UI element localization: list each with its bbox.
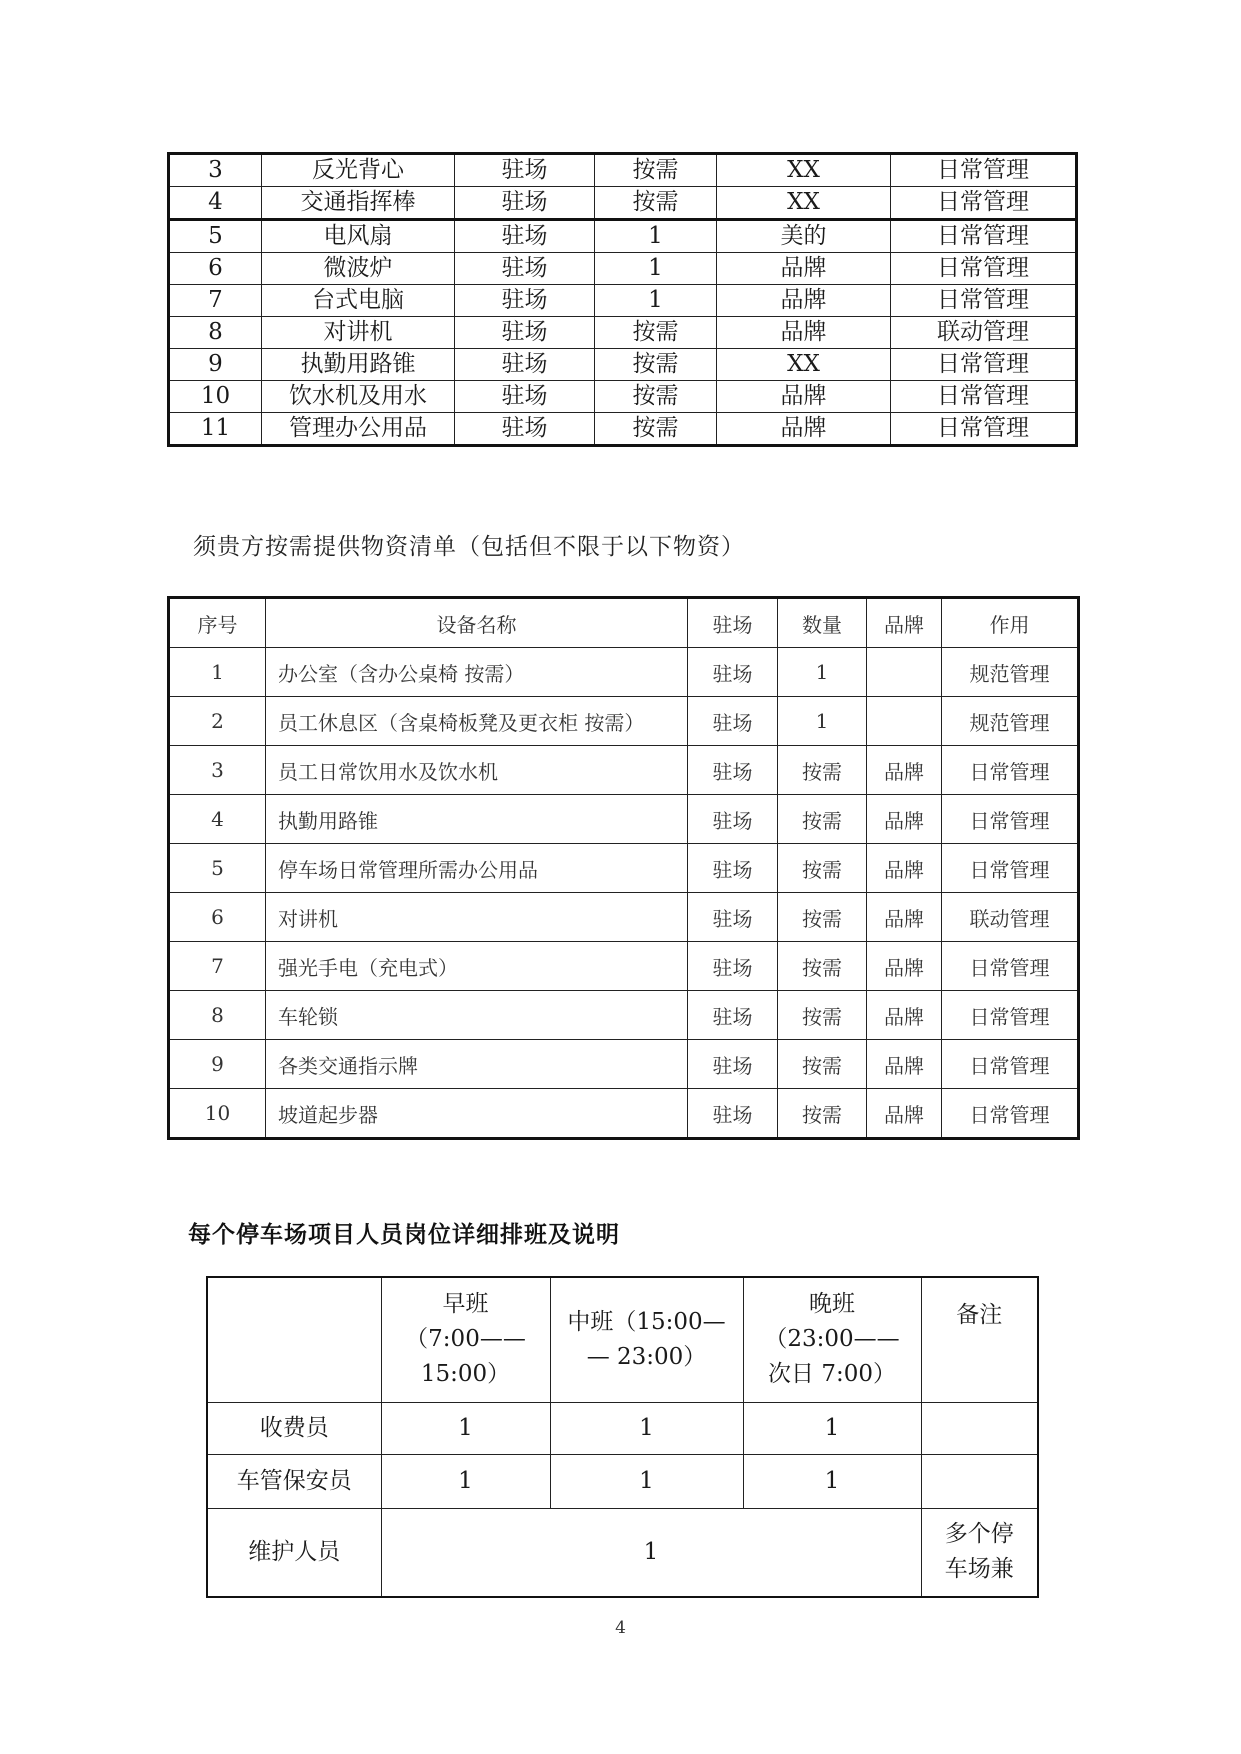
quantity-cell: 按需 (595, 349, 717, 381)
index-cell: 3 (169, 154, 262, 187)
index-cell: 10 (169, 1089, 266, 1139)
night-count: 1 (743, 1454, 921, 1508)
table-row (169, 220, 1077, 253)
quantity-cell: 1 (595, 285, 717, 317)
device-name-cell: 员工日常饮用水及饮水机 (266, 746, 688, 795)
quantity-cell: 1 (778, 648, 867, 697)
brand-cell: XX (717, 154, 891, 187)
quantity-cell: 按需 (778, 746, 867, 795)
brand-cell: 品牌 (867, 893, 942, 942)
quantity-cell: 按需 (778, 942, 867, 991)
device-name-cell: 车轮锁 (266, 991, 688, 1040)
quantity-cell: 按需 (595, 381, 717, 413)
table-row (169, 349, 1077, 381)
index-cell: 7 (169, 942, 266, 991)
location-cell: 驻场 (455, 349, 595, 381)
brand-cell: 品牌 (867, 746, 942, 795)
quantity-cell: 按需 (778, 1040, 867, 1089)
table-row (169, 1089, 1079, 1139)
supply-list-caption: 须贵方按需提供物资清单（包括但不限于以下物资） (193, 534, 745, 560)
table-row (169, 844, 1079, 893)
index-cell: 11 (169, 413, 262, 446)
brand-cell: 美的 (717, 220, 891, 253)
location-cell: 驻场 (688, 1040, 778, 1089)
item-name-cell: 反光背心 (262, 154, 455, 187)
maintenance-remark-line-1: 多个停 (944, 1521, 1014, 1548)
remark-cell (921, 1454, 1038, 1508)
purpose-cell: 日常管理 (942, 1089, 1079, 1139)
table-row (169, 991, 1079, 1040)
table-row (169, 253, 1077, 285)
location-cell: 驻场 (688, 746, 778, 795)
index-cell: 5 (169, 844, 266, 893)
location-cell: 驻场 (688, 1089, 778, 1139)
table-row (169, 413, 1077, 446)
location-cell: 驻场 (455, 413, 595, 446)
brand-cell: 品牌 (867, 1040, 942, 1089)
brand-cell: 品牌 (867, 795, 942, 844)
index-cell: 6 (169, 253, 262, 285)
maintenance-count: 1 (381, 1508, 921, 1597)
brand-cell: 品牌 (717, 413, 891, 446)
brand-cell: 品牌 (867, 1089, 942, 1139)
brand-cell: 品牌 (867, 942, 942, 991)
purpose-cell: 日常管理 (891, 220, 1077, 253)
supply-list-table (167, 596, 1080, 1140)
header-remark: 备注 (921, 1277, 1038, 1402)
brand-cell: 品牌 (717, 253, 891, 285)
device-name-cell: 对讲机 (266, 893, 688, 942)
purpose-cell: 规范管理 (942, 697, 1079, 746)
purpose-cell: 日常管理 (942, 746, 1079, 795)
header-index-cell: 序号 (169, 598, 266, 648)
item-name-cell: 电风扇 (262, 220, 455, 253)
quantity-cell: 按需 (778, 991, 867, 1040)
index-cell: 2 (169, 697, 266, 746)
index-cell: 10 (169, 381, 262, 413)
brand-cell (867, 648, 942, 697)
quantity-cell: 按需 (595, 154, 717, 187)
brand-cell (867, 697, 942, 746)
location-cell: 驻场 (455, 187, 595, 220)
header-blank-cell (207, 1277, 381, 1402)
index-cell: 1 (169, 648, 266, 697)
quantity-cell: 按需 (778, 893, 867, 942)
location-cell: 驻场 (688, 991, 778, 1040)
header-quantity-cell: 数量 (778, 598, 867, 648)
morning-shift-time-2: 15:00） (420, 1361, 511, 1388)
purpose-cell: 日常管理 (891, 253, 1077, 285)
shift-schedule-table (206, 1276, 1039, 1598)
table-row (169, 381, 1077, 413)
role-cell: 车管保安员 (207, 1454, 381, 1508)
brand-cell: 品牌 (717, 317, 891, 349)
table-row (169, 317, 1077, 349)
header-location-cell: 驻场 (688, 598, 778, 648)
page-number: 4 (615, 1618, 626, 1638)
quantity-cell: 按需 (778, 1089, 867, 1139)
brand-cell: 品牌 (717, 381, 891, 413)
purpose-cell: 日常管理 (891, 349, 1077, 381)
location-cell: 驻场 (455, 220, 595, 253)
device-name-cell: 强光手电（充电式） (266, 942, 688, 991)
night-shift-time-2: 次日 7:00） (768, 1361, 896, 1388)
purpose-cell: 联动管理 (942, 893, 1079, 942)
index-cell: 6 (169, 893, 266, 942)
morning-count: 1 (381, 1402, 550, 1454)
brand-cell: 品牌 (717, 285, 891, 317)
device-name-cell: 坡道起步器 (266, 1089, 688, 1139)
quantity-cell: 1 (595, 253, 717, 285)
purpose-cell: 日常管理 (942, 942, 1079, 991)
middle-count: 1 (550, 1454, 743, 1508)
item-name-cell: 台式电脑 (262, 285, 455, 317)
location-cell: 驻场 (455, 154, 595, 187)
location-cell: 驻场 (455, 253, 595, 285)
table-row (169, 154, 1077, 187)
shift-row-cashier (207, 1402, 1038, 1454)
quantity-cell: 按需 (595, 413, 717, 446)
index-cell: 9 (169, 349, 262, 381)
table-row (169, 187, 1077, 220)
shift-row-security (207, 1454, 1038, 1508)
purpose-cell: 日常管理 (942, 795, 1079, 844)
night-shift-title: 晚班 (809, 1291, 855, 1318)
staffing-caption: 每个停车场项目人员岗位详细排班及说明 (188, 1221, 620, 1248)
middle-shift-line-1: 中班（15:00— (567, 1308, 726, 1335)
table-row (169, 285, 1077, 317)
quantity-cell: 按需 (595, 317, 717, 349)
item-name-cell: 执勤用路锥 (262, 349, 455, 381)
header-morning-shift (381, 1277, 550, 1402)
purpose-cell: 规范管理 (942, 648, 1079, 697)
index-cell: 5 (169, 220, 262, 253)
header-brand-cell: 品牌 (867, 598, 942, 648)
purpose-cell: 日常管理 (891, 413, 1077, 446)
remark-cell (921, 1402, 1038, 1454)
equipment-table-continued (167, 152, 1078, 447)
location-cell: 驻场 (688, 942, 778, 991)
middle-count: 1 (550, 1402, 743, 1454)
device-name-cell: 办公室（含办公桌椅 按需） (266, 648, 688, 697)
purpose-cell: 日常管理 (891, 285, 1077, 317)
index-cell: 4 (169, 187, 262, 220)
header-night-shift (743, 1277, 921, 1402)
table-row (169, 893, 1079, 942)
table-row (169, 648, 1079, 697)
role-cell: 维护人员 (207, 1508, 381, 1597)
location-cell: 驻场 (688, 697, 778, 746)
quantity-cell: 1 (595, 220, 717, 253)
purpose-cell: 日常管理 (891, 154, 1077, 187)
shift-header-row (207, 1277, 1038, 1402)
brand-cell: XX (717, 349, 891, 381)
location-cell: 驻场 (688, 795, 778, 844)
maintenance-remark-line-2: 车场兼 (944, 1556, 1014, 1583)
table-row (169, 697, 1079, 746)
item-name-cell: 交通指挥棒 (262, 187, 455, 220)
index-cell: 3 (169, 746, 266, 795)
brand-cell: XX (717, 187, 891, 220)
header-middle-shift (550, 1277, 743, 1402)
location-cell: 驻场 (455, 381, 595, 413)
purpose-cell: 日常管理 (942, 991, 1079, 1040)
device-name-cell: 停车场日常管理所需办公用品 (266, 844, 688, 893)
index-cell: 8 (169, 991, 266, 1040)
purpose-cell: 日常管理 (891, 187, 1077, 220)
quantity-cell: 1 (778, 697, 867, 746)
night-count: 1 (743, 1402, 921, 1454)
morning-shift-title: 早班 (442, 1291, 489, 1318)
index-cell: 8 (169, 317, 262, 349)
purpose-cell: 日常管理 (942, 1040, 1079, 1089)
quantity-cell: 按需 (595, 187, 717, 220)
quantity-cell: 按需 (778, 795, 867, 844)
brand-cell: 品牌 (867, 844, 942, 893)
table-row (169, 942, 1079, 991)
morning-count: 1 (381, 1454, 550, 1508)
table-row (169, 795, 1079, 844)
device-name-cell: 各类交通指示牌 (266, 1040, 688, 1089)
role-cell: 收费员 (207, 1402, 381, 1454)
device-name-cell: 员工休息区（含桌椅板凳及更衣柜 按需） (266, 697, 688, 746)
location-cell: 驻场 (688, 844, 778, 893)
item-name-cell: 微波炉 (262, 253, 455, 285)
location-cell: 驻场 (688, 648, 778, 697)
item-name-cell: 对讲机 (262, 317, 455, 349)
purpose-cell: 日常管理 (891, 381, 1077, 413)
item-name-cell: 管理办公用品 (262, 413, 455, 446)
table-header-row (169, 598, 1079, 648)
quantity-cell: 按需 (778, 844, 867, 893)
item-name-cell: 饮水机及用水 (262, 381, 455, 413)
morning-shift-time-1: （7:00—— (405, 1326, 526, 1353)
index-cell: 4 (169, 795, 266, 844)
shift-row-maintenance (207, 1508, 1038, 1597)
device-name-cell: 执勤用路锥 (266, 795, 688, 844)
location-cell: 驻场 (455, 285, 595, 317)
location-cell: 驻场 (688, 893, 778, 942)
purpose-cell: 联动管理 (891, 317, 1077, 349)
brand-cell: 品牌 (867, 991, 942, 1040)
maintenance-remark (921, 1508, 1038, 1597)
index-cell: 9 (169, 1040, 266, 1089)
table-row (169, 746, 1079, 795)
purpose-cell: 日常管理 (942, 844, 1079, 893)
table-row (169, 1040, 1079, 1089)
header-purpose-cell: 作用 (942, 598, 1079, 648)
night-shift-time-1: （23:00—— (764, 1326, 900, 1353)
location-cell: 驻场 (455, 317, 595, 349)
index-cell: 7 (169, 285, 262, 317)
header-device-name-cell: 设备名称 (266, 598, 688, 648)
middle-shift-line-2: — 23:00） (586, 1343, 707, 1370)
